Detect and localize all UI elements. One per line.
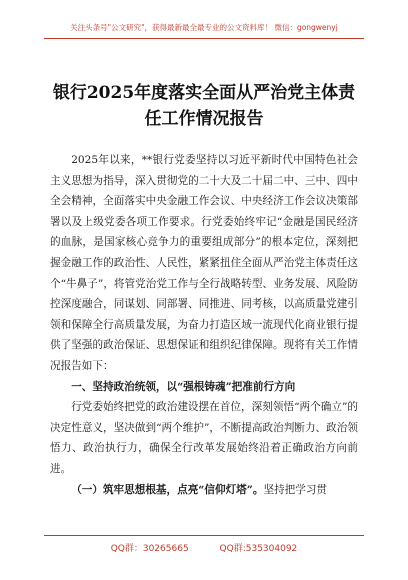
document-body [50, 150, 358, 500]
section-one-heading: 一、坚持政治统领，以“强根铸魂”把准前行方向 [71, 380, 296, 393]
section-one-paragraph: 行党委始终把党的政治建设摆在首位，深刻领悟“两个确立”的决定性意义，坚决做到“两个维护”，不断提高政治判断力、政治领悟力、政治执行力，确保全行改革发展始终沿着正确政治方向前进。 [50, 401, 358, 475]
header-banner: 关注头条号"公文研究"，获得最新最全最专业的公文资料库！ 微信：gongwenyj [70, 23, 338, 32]
header-divider [44, 38, 364, 39]
footer-qq-group-two: QQ群:535304092 [219, 544, 298, 554]
footer-qq-group-one: QQ群：30265665 [110, 544, 189, 554]
footer-divider [44, 535, 364, 536]
subsection-one-lead: （一）筑牢思想根基，点亮“信仰灯塔”。 [71, 483, 264, 496]
footer-contacts [0, 541, 408, 554]
subsection-one-paragraph [50, 480, 358, 501]
intro-paragraph: 2025年以来，**银行党委坚持以习近平新时代中国特色社会主义思想为指导，深入贯彻党的二十大及二十届二中、三中、四中全会精神，全面落实中央金融工作会议、中央经济工作会议决策部署以及上级党委各项工作要求。行党委始终牢记“金融是国民经济的血脉，是国家核心竞争力的重要组成部分”的根本定位，深刻把握金融工作的政治性、人民性，紧紧扭住全面从严治党主体责任这个“牛鼻子”，将管党治党工作与全行战略转型、业务发展、风险防控深度融合，同谋划、同部署、同推进、同考核，以高质量党建引领和保障全行高质量发展，为奋力打造区域一流现代化商业银行提供了坚强的政治保证、思想保证和组织纪律保障。现将有关工作情况报告如下： [50, 154, 358, 372]
document-title: 银行2025年度落实全面从严治党主体责任工作情况报告 [52, 83, 356, 129]
subsection-one-text: 坚持把学习贯 [263, 483, 328, 496]
